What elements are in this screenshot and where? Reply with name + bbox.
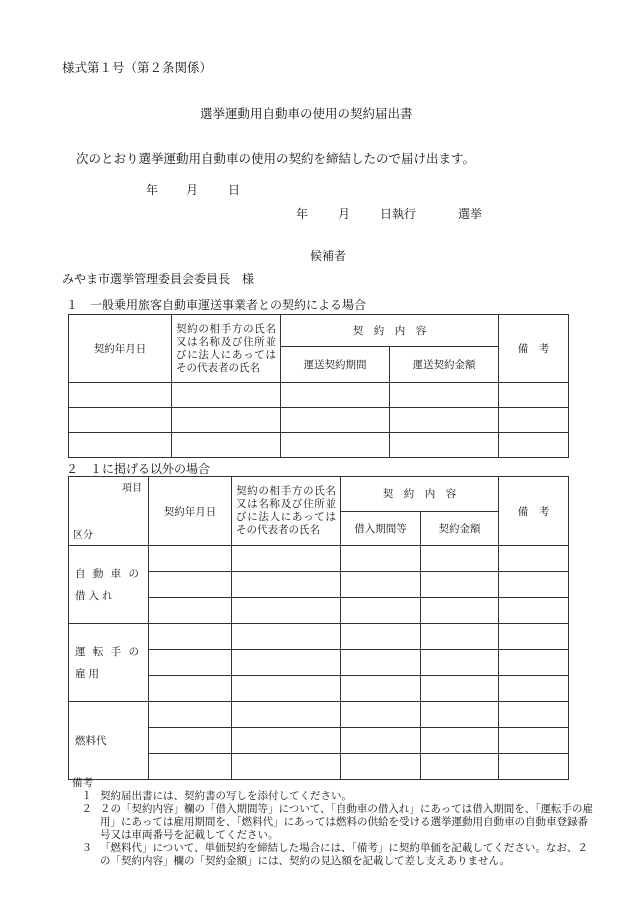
note-item [68,790,598,803]
notes-section [68,777,598,868]
note-number: ２ [81,803,92,815]
s2-cell-empty[interactable] [149,546,232,572]
s2-cell-empty[interactable] [149,572,232,598]
s2-cell-empty[interactable] [341,676,421,702]
s1-cell-empty[interactable] [172,408,281,433]
s2-cell-empty[interactable] [232,624,341,650]
s2-cell-empty[interactable] [149,702,232,728]
intro-text: 次のとおり選挙運動用自動車の使用の契約を締結したので届け出ます。 [76,151,476,166]
s2-cell-empty[interactable] [499,598,569,624]
table-row [69,408,569,433]
note-text: 「燃料代」について、単価契約を締結した場合には、「備考」に契約単価を記載してください。なお、２の「契約内容」欄の「契約金額」には、契約の見込額を記載して差し支えありません。 [100,842,588,867]
s1-cell-empty[interactable] [69,408,172,433]
addressee: みやま市選挙管理委員会委員長 様 [62,272,255,286]
s2-col-remarks: 備 考 [499,477,569,546]
s2-cell-empty[interactable] [421,572,499,598]
s1-cell-empty[interactable] [499,383,569,408]
s2-corner-cell [69,477,149,546]
s2-cell-empty[interactable] [149,754,232,780]
s2-cell-empty[interactable] [149,598,232,624]
s2-row-label-fuel: 燃料代 [69,702,149,780]
s1-col-party: 契約の相手方の氏名又は名称及び住所並びに法人にあってはその代表者の氏名 [172,315,281,383]
election-label: 選挙 [458,207,483,221]
note-item [68,842,598,868]
candidate-label: 候補者 [310,249,347,263]
s1-cell-empty[interactable] [69,433,172,458]
table-row [69,433,569,458]
date-day: 日 [228,183,241,197]
s2-cell-empty[interactable] [499,702,569,728]
s2-corner-category: 区分 [73,530,93,541]
s2-cell-empty[interactable] [232,728,341,754]
s2-cell-empty[interactable] [499,546,569,572]
s2-cell-empty[interactable] [421,624,499,650]
s2-cell-empty[interactable] [341,728,421,754]
note-item [68,803,598,842]
section2-heading: ２ １に掲げる以外の場合 [66,462,211,476]
s1-cell-empty[interactable] [499,408,569,433]
table-row [69,546,569,572]
s1-cell-empty[interactable] [390,408,499,433]
s2-cell-empty[interactable] [499,754,569,780]
s1-col-content: 契 約 内 容 [281,315,499,347]
table-row [69,624,569,650]
note-text: 契約届出書には、契約書の写しを添付してください。 [100,790,352,802]
s2-cell-empty[interactable] [232,572,341,598]
s2-cell-empty[interactable] [421,702,499,728]
s2-cell-empty[interactable] [421,598,499,624]
s2-cell-empty[interactable] [232,650,341,676]
note-text: ２の「契約内容」欄の「借入期間等」について、「自動車の借入れ」にあっては借入期間を、「運転手の雇用」にあっては雇用期間を、「燃料代」にあっては燃料の供給を受ける選挙運動用自動車の自動車登録番号又は車両番号を記載してください。 [100,803,593,841]
table-row [69,702,569,728]
s1-col-remarks: 備 考 [499,315,569,383]
s1-col-date: 契約年月日 [69,315,172,383]
s2-corner-item: 項目 [122,483,142,494]
election-month: 月 [338,207,351,221]
s1-cell-empty[interactable] [499,433,569,458]
s2-cell-empty[interactable] [149,676,232,702]
s1-cell-empty[interactable] [390,383,499,408]
s2-cell-empty[interactable] [499,676,569,702]
s2-cell-empty[interactable] [232,546,341,572]
s2-col-party: 契約の相手方の氏名又は名称及び住所並びに法人にあってはその代表者の氏名 [232,477,341,546]
s2-col-content: 契 約 内 容 [341,477,499,512]
s2-cell-empty[interactable] [499,624,569,650]
s2-cell-empty[interactable] [421,650,499,676]
section1-table [68,314,569,458]
notes-title: 備考 [72,777,93,789]
s2-cell-empty[interactable] [499,728,569,754]
s2-cell-empty[interactable] [149,624,232,650]
section2-table [68,476,569,780]
date-month: 月 [186,183,199,197]
s2-cell-empty[interactable] [232,702,341,728]
s2-col-amount: 契約金額 [421,511,499,546]
s2-cell-empty[interactable] [341,650,421,676]
s2-cell-empty[interactable] [149,650,232,676]
s1-cell-empty[interactable] [281,383,390,408]
s2-cell-empty[interactable] [341,546,421,572]
s2-cell-empty[interactable] [232,676,341,702]
s1-cell-empty[interactable] [172,433,281,458]
s1-col-period: 運送契約期間 [281,347,390,383]
s1-cell-empty[interactable] [69,383,172,408]
date-year: 年 [146,183,159,197]
section1-heading: １ 一般乗用旅客自動車運送事業者との契約による場合 [66,298,367,312]
note-number: ３ [81,842,92,854]
s2-col-period: 借入期間等 [341,511,421,546]
table-row [69,383,569,408]
s2-cell-empty[interactable] [421,728,499,754]
s2-cell-empty[interactable] [341,754,421,780]
s2-cell-empty[interactable] [232,598,341,624]
s2-cell-empty[interactable] [341,598,421,624]
election-day-exec: 日執行 [380,207,417,221]
s1-col-amount: 運送契約金額 [390,347,499,383]
s2-cell-empty[interactable] [421,754,499,780]
s2-cell-empty[interactable] [499,572,569,598]
s2-cell-empty[interactable] [421,546,499,572]
form-number: 様式第１号（第２条関係） [62,60,213,75]
s2-cell-empty[interactable] [341,572,421,598]
s2-row-label-car: 自動車の借入れ [69,546,149,624]
s1-cell-empty[interactable] [281,408,390,433]
s2-cell-empty[interactable] [421,676,499,702]
s2-cell-empty[interactable] [149,728,232,754]
document-title: 選挙運動用自動車の使用の契約届出書 [200,106,413,121]
s1-cell-empty[interactable] [281,433,390,458]
s1-cell-empty[interactable] [390,433,499,458]
s2-col-date: 契約年月日 [149,477,232,546]
s2-cell-empty[interactable] [232,754,341,780]
s2-cell-empty[interactable] [341,702,421,728]
note-number: １ [81,790,92,802]
s2-row-label-driver: 運転手の雇用 [69,624,149,702]
election-year: 年 [296,207,309,221]
s2-cell-empty[interactable] [499,650,569,676]
s1-cell-empty[interactable] [172,383,281,408]
s2-cell-empty[interactable] [341,624,421,650]
